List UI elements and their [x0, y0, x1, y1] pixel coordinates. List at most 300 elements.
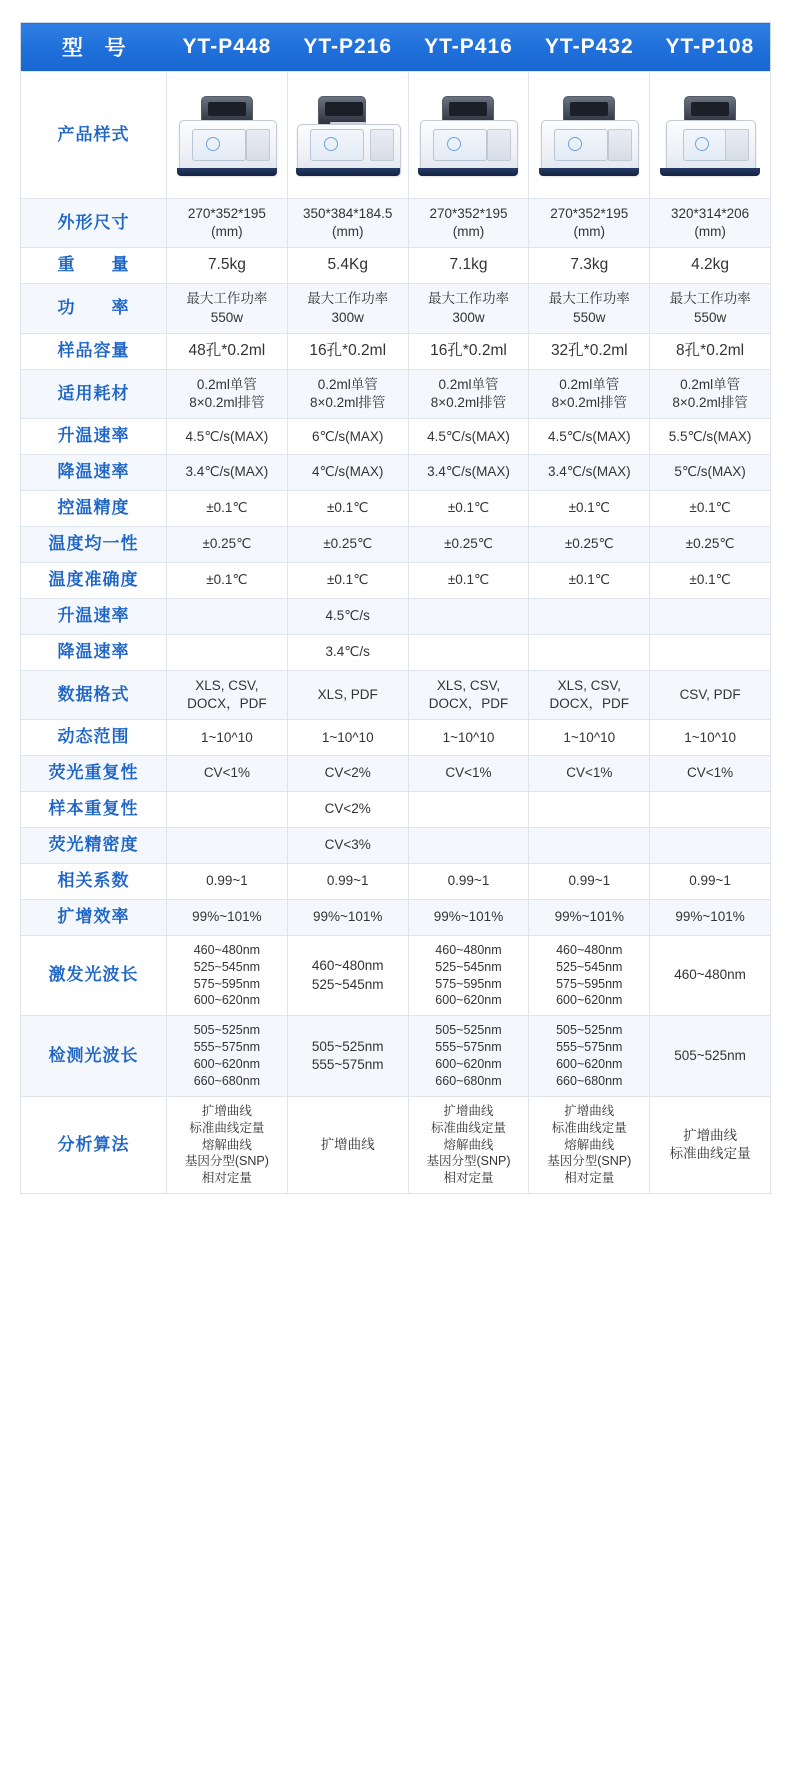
cell-lines: [532, 764, 646, 782]
cell-lines: [532, 205, 646, 241]
cell-line: XLS, CSV,: [195, 677, 259, 693]
cell-line: 460~480nm: [311, 958, 384, 974]
cell-r21-c0: [167, 1016, 288, 1097]
table-row: [21, 527, 771, 563]
row-label: 控温精度: [21, 491, 167, 527]
cell-line: 扩增曲线: [564, 1103, 615, 1118]
cell-r4-c2: [408, 333, 529, 369]
cell-lines: [532, 499, 646, 517]
cell-line: 600~620nm: [193, 993, 261, 1008]
cell-r22-c0: [167, 1096, 288, 1193]
cell-line: ±0.1℃: [568, 572, 610, 588]
cell-lines: [291, 764, 405, 782]
cell-lines: [291, 1136, 405, 1154]
cell-line: 575~595nm: [435, 976, 502, 991]
cell-r18-c4: [650, 863, 771, 899]
cell-line: 5℃/s(MAX): [674, 464, 746, 480]
cell-line: ±0.1℃: [689, 572, 731, 588]
row-label: 温度准确度: [21, 562, 167, 598]
cell-lines: [170, 764, 284, 782]
cell-lines: [653, 290, 767, 326]
cell-line: 575~595nm: [556, 976, 623, 991]
row-label: 产品样式: [21, 72, 167, 199]
cell-r3-c1: [287, 284, 408, 333]
cell-r3-c4: [650, 284, 771, 333]
cell-r9-c1: [287, 527, 408, 563]
cell-r20-c2: [408, 935, 529, 1016]
cell-lines: [170, 942, 284, 1010]
cell-line: 99%~101%: [192, 909, 262, 925]
cell-line: 350*384*184.5: [303, 206, 393, 221]
row-label: 相关系数: [21, 863, 167, 899]
table-row: [21, 935, 771, 1016]
cell-r5-c0: [167, 369, 288, 418]
row-label: 降温速率: [21, 634, 167, 670]
cell-line: 8×0.2ml排管: [430, 394, 507, 410]
cell-line: ±0.1℃: [447, 572, 490, 588]
cell-line: 0.2ml单管: [317, 376, 378, 392]
header-row: [21, 23, 771, 72]
row-label: 温度均一性: [21, 527, 167, 563]
cell-line: 460~480nm: [193, 942, 261, 957]
cell-lines: [291, 908, 405, 926]
instrument-base: [418, 168, 518, 176]
instrument-side-panel: [370, 129, 394, 161]
cell-r20-c4: [650, 935, 771, 1016]
cell-line: (mm): [573, 224, 606, 240]
cell-lines: [170, 290, 284, 326]
cell-r14-c1: [287, 720, 408, 756]
cell-r10-c4: [650, 562, 771, 598]
cell-line: 555~575nm: [435, 1040, 502, 1055]
cell-lines: [532, 376, 646, 412]
cell-r11-c0: [167, 598, 288, 634]
cell-r2-c0: [167, 248, 288, 284]
cell-line: CV<1%: [687, 765, 734, 781]
instrument-side-panel: [608, 129, 632, 161]
table-row: [21, 369, 771, 418]
cell-line: ±0.25℃: [202, 536, 252, 552]
product-image-3: [537, 94, 641, 176]
cell-lines: [532, 571, 646, 589]
row-label: 适用耗材: [21, 369, 167, 418]
cell-line: 4.2kg: [691, 256, 730, 274]
cell-r12-c3: [529, 634, 650, 670]
row-label: 荧光精密度: [21, 828, 167, 864]
table-row: [21, 792, 771, 828]
cell-r10-c1: [287, 562, 408, 598]
cell-r18-c1: [287, 863, 408, 899]
cell-lines: [412, 729, 526, 747]
cell-lines: [291, 571, 405, 589]
cell-line: 270*352*195: [187, 206, 266, 221]
cell-line: 1~10^10: [684, 729, 736, 745]
cell-line: 460~480nm: [435, 942, 502, 957]
cell-r0-c3: [529, 72, 650, 199]
cell-line: XLS, CSV,: [436, 677, 501, 693]
table-row: [21, 419, 771, 455]
cell-r8-c2: [408, 491, 529, 527]
cell-line: 600~620nm: [556, 1057, 623, 1072]
cell-r16-c4: [650, 792, 771, 828]
header-model-3: YT-P432: [529, 23, 650, 72]
instrument-base: [177, 168, 277, 176]
cell-line: 3.4℃/s: [325, 644, 370, 660]
table-row: [21, 899, 771, 935]
cell-line: 460~480nm: [674, 967, 746, 983]
cell-r19-c1: [287, 899, 408, 935]
cell-r0-c0: [167, 72, 288, 199]
cell-lines: [412, 255, 526, 276]
cell-lines: [412, 535, 526, 553]
cell-line: 550w: [573, 309, 606, 325]
cell-line: 320*314*206: [671, 206, 750, 221]
cell-line: 1~10^10: [563, 729, 616, 745]
cell-line: 熔解曲线: [443, 1137, 494, 1152]
cell-line: 4℃/s(MAX): [311, 464, 384, 480]
cell-line: ±0.1℃: [568, 500, 610, 516]
cell-lines: [170, 535, 284, 553]
cell-line: 525~545nm: [556, 959, 623, 974]
cell-r15-c1: [287, 756, 408, 792]
cell-line: 600~620nm: [193, 1057, 261, 1072]
cell-line: 660~680nm: [556, 1073, 623, 1088]
cell-line: 扩增曲线: [201, 1103, 252, 1118]
cell-line: 525~545nm: [311, 976, 384, 992]
cell-line: 最大工作功率: [307, 291, 389, 307]
cell-r1-c0: [167, 199, 288, 248]
cell-r7-c1: [287, 455, 408, 491]
cell-line: 4.5℃/s(MAX): [427, 428, 510, 444]
table-header: [21, 23, 771, 72]
cell-line: 最大工作功率: [427, 291, 509, 307]
row-label: 检测光波长: [21, 1016, 167, 1097]
cell-line: ±0.25℃: [444, 536, 493, 552]
cell-lines: [412, 1022, 526, 1090]
cell-lines: [170, 571, 284, 589]
cell-lines: [291, 1038, 405, 1074]
cell-lines: [170, 205, 284, 241]
cell-line: 0.2ml单管: [438, 376, 499, 392]
cell-line: CSV, PDF: [679, 686, 741, 702]
cell-lines: [170, 255, 284, 276]
cell-line: 99%~101%: [433, 909, 504, 925]
cell-r8-c3: [529, 491, 650, 527]
cell-line: 8×0.2ml排管: [189, 394, 265, 410]
cell-lines: [170, 1022, 284, 1090]
cell-lines: [653, 908, 767, 926]
cell-lines: [170, 908, 284, 926]
cell-lines: [291, 872, 405, 890]
cell-r11-c1: [287, 598, 408, 634]
cell-line: ±0.1℃: [206, 572, 248, 588]
cell-r13-c3: [529, 670, 650, 719]
cell-line: 1~10^10: [321, 729, 374, 745]
cell-r22-c2: [408, 1096, 529, 1193]
cell-r10-c3: [529, 562, 650, 598]
cell-r17-c0: [167, 828, 288, 864]
cell-r2-c3: [529, 248, 650, 284]
table-row: [21, 756, 771, 792]
cell-r13-c4: [650, 670, 771, 719]
cell-r5-c4: [650, 369, 771, 418]
row-label: 外形尺寸: [21, 199, 167, 248]
cell-r0-c1: [287, 72, 408, 199]
cell-r7-c0: [167, 455, 288, 491]
cell-line: 8孔*0.2ml: [676, 341, 745, 359]
cell-lines: [653, 499, 767, 517]
cell-line: 550w: [210, 309, 244, 325]
cell-r9-c3: [529, 527, 650, 563]
cell-lines: [412, 499, 526, 517]
cell-line: 0.2ml单管: [680, 376, 741, 392]
cell-lines: [170, 341, 284, 362]
instrument-dial-icon: [324, 137, 338, 151]
cell-line: 1~10^10: [201, 729, 253, 745]
cell-line: 3.4℃/s(MAX): [427, 464, 510, 480]
cell-line: 0.99~1: [689, 873, 731, 889]
cell-r4-c1: [287, 333, 408, 369]
cell-r14-c0: [167, 720, 288, 756]
table-row: [21, 491, 771, 527]
header-model-1: YT-P216: [287, 23, 408, 72]
cell-line: (mm): [331, 224, 364, 240]
cell-r16-c1: [287, 792, 408, 828]
cell-line: 600~620nm: [435, 1057, 502, 1072]
cell-r14-c4: [650, 720, 771, 756]
cell-lines: [291, 729, 405, 747]
cell-line: CV<2%: [324, 801, 371, 817]
cell-r4-c0: [167, 333, 288, 369]
cell-lines: [291, 428, 405, 446]
cell-r17-c2: [408, 828, 529, 864]
cell-lines: [653, 966, 767, 984]
cell-r7-c4: [650, 455, 771, 491]
cell-lines: [653, 341, 767, 362]
cell-line: 7.1kg: [449, 256, 488, 274]
cell-lines: [653, 376, 767, 412]
table-row: [21, 562, 771, 598]
cell-line: 4.5℃/s(MAX): [547, 428, 631, 444]
cell-lines: [653, 463, 767, 481]
cell-r20-c1: [287, 935, 408, 1016]
cell-r21-c2: [408, 1016, 529, 1097]
cell-line: ±0.1℃: [327, 572, 369, 588]
cell-lines: [291, 290, 405, 326]
cell-line: ±0.1℃: [327, 500, 369, 516]
table-row: [21, 199, 771, 248]
cell-r15-c4: [650, 756, 771, 792]
cell-r12-c1: [287, 634, 408, 670]
cell-r10-c2: [408, 562, 529, 598]
row-label: 功 率: [21, 284, 167, 333]
cell-r15-c0: [167, 756, 288, 792]
cell-line: DOCX，PDF: [428, 695, 509, 711]
cell-lines: [532, 729, 646, 747]
instrument-side-panel: [246, 129, 270, 161]
row-label: 数据格式: [21, 670, 167, 719]
cell-lines: [412, 571, 526, 589]
cell-line: ±0.25℃: [323, 536, 373, 552]
cell-r19-c3: [529, 899, 650, 935]
cell-r20-c0: [167, 935, 288, 1016]
cell-lines: [653, 255, 767, 276]
cell-r5-c1: [287, 369, 408, 418]
cell-r14-c2: [408, 720, 529, 756]
cell-line: 基因分型(SNP): [426, 1154, 511, 1169]
cell-r21-c1: [287, 1016, 408, 1097]
cell-r13-c0: [167, 670, 288, 719]
cell-r0-c4: [650, 72, 771, 199]
table-row: [21, 333, 771, 369]
cell-line: 16孔*0.2ml: [309, 341, 387, 359]
cell-r2-c2: [408, 248, 529, 284]
product-image-4: [658, 94, 762, 176]
instrument-base: [660, 168, 760, 176]
cell-r17-c1: [287, 828, 408, 864]
cell-r15-c2: [408, 756, 529, 792]
cell-lines: [653, 1047, 767, 1065]
cell-r12-c2: [408, 634, 529, 670]
cell-r8-c1: [287, 491, 408, 527]
cell-lines: [653, 535, 767, 553]
cell-lines: [170, 677, 284, 713]
cell-r3-c2: [408, 284, 529, 333]
cell-line: 99%~101%: [554, 909, 624, 925]
cell-lines: [532, 341, 646, 362]
cell-line: 300w: [331, 309, 364, 325]
cell-line: 5.5℃/s(MAX): [668, 428, 752, 444]
table-row: [21, 455, 771, 491]
cell-line: 最大工作功率: [548, 291, 630, 307]
cell-line: ±0.1℃: [689, 500, 731, 516]
cell-line: 6℃/s(MAX): [311, 428, 384, 444]
table-row: [21, 1016, 771, 1097]
cell-r16-c2: [408, 792, 529, 828]
row-label: 扩增效率: [21, 899, 167, 935]
cell-line: 标准曲线定量: [669, 1146, 751, 1161]
cell-r17-c4: [650, 828, 771, 864]
cell-lines: [532, 290, 646, 326]
cell-r18-c3: [529, 863, 650, 899]
cell-line: 基因分型(SNP): [547, 1154, 632, 1169]
cell-line: 7.3kg: [570, 256, 609, 274]
instrument-base: [539, 168, 639, 176]
cell-line: 660~680nm: [435, 1073, 502, 1088]
row-label: 荧光重复性: [21, 756, 167, 792]
cell-r9-c2: [408, 527, 529, 563]
cell-lines: [291, 836, 405, 854]
cell-r0-c2: [408, 72, 529, 199]
cell-r22-c1: [287, 1096, 408, 1193]
cell-lines: [653, 764, 767, 782]
cell-line: 标准曲线定量: [430, 1120, 506, 1135]
cell-r20-c3: [529, 935, 650, 1016]
cell-line: CV<1%: [445, 765, 492, 781]
cell-r2-c4: [650, 248, 771, 284]
row-label: 分析算法: [21, 1096, 167, 1193]
cell-r17-c3: [529, 828, 650, 864]
cell-line: ±0.25℃: [685, 536, 735, 552]
cell-line: 标准曲线定量: [551, 1120, 627, 1135]
cell-lines: [653, 205, 767, 241]
cell-line: 扩增曲线: [443, 1103, 494, 1118]
cell-r1-c2: [408, 199, 529, 248]
cell-r1-c1: [287, 199, 408, 248]
cell-lines: [291, 643, 405, 661]
cell-lines: [291, 957, 405, 993]
cell-r21-c3: [529, 1016, 650, 1097]
cell-line: 0.2ml单管: [196, 376, 257, 392]
cell-r6-c3: [529, 419, 650, 455]
product-image-0: [175, 94, 279, 176]
cell-line: DOCX，PDF: [187, 695, 267, 711]
cell-r8-c0: [167, 491, 288, 527]
cell-lines: [412, 376, 526, 412]
cell-r6-c2: [408, 419, 529, 455]
cell-line: (mm): [211, 224, 243, 240]
cell-lines: [412, 341, 526, 362]
cell-line: 660~680nm: [193, 1073, 261, 1088]
cell-lines: [412, 764, 526, 782]
cell-line: 4.5℃/s: [325, 608, 370, 624]
cell-r18-c0: [167, 863, 288, 899]
cell-line: 4.5℃/s(MAX): [185, 428, 269, 444]
instrument-dial-icon: [695, 137, 709, 151]
cell-lines: [412, 290, 526, 326]
cell-r4-c4: [650, 333, 771, 369]
cell-line: CV<3%: [324, 837, 371, 853]
cell-line: XLS, PDF: [317, 686, 378, 702]
cell-line: 32孔*0.2ml: [550, 341, 628, 359]
header-model-label: 型 号: [21, 23, 167, 72]
cell-r2-c1: [287, 248, 408, 284]
header-model-4: YT-P108: [650, 23, 771, 72]
cell-lines: [532, 1022, 646, 1090]
cell-line: 0.99~1: [326, 873, 369, 889]
row-label: 样品容量: [21, 333, 167, 369]
cell-line: 270*352*195: [550, 206, 629, 221]
cell-lines: [532, 872, 646, 890]
cell-r7-c2: [408, 455, 529, 491]
cell-lines: [653, 1127, 767, 1163]
instrument-side-panel: [487, 129, 511, 161]
cell-r10-c0: [167, 562, 288, 598]
cell-r13-c2: [408, 670, 529, 719]
cell-line: 基因分型(SNP): [184, 1154, 269, 1169]
cell-lines: [532, 255, 646, 276]
cell-line: 505~525nm: [556, 1023, 623, 1038]
row-label: 重 量: [21, 248, 167, 284]
cell-lines: [291, 376, 405, 412]
cell-line: 555~575nm: [556, 1040, 623, 1055]
cell-lines: [532, 535, 646, 553]
cell-line: 最大工作功率: [669, 291, 751, 307]
cell-r19-c2: [408, 899, 529, 935]
cell-r12-c0: [167, 634, 288, 670]
cell-r14-c3: [529, 720, 650, 756]
cell-line: CV<1%: [566, 765, 613, 781]
cell-lines: [653, 872, 767, 890]
cell-line: 505~525nm: [311, 1038, 384, 1054]
cell-line: ±0.25℃: [564, 536, 614, 552]
table-row: [21, 670, 771, 719]
cell-line: 5.4Kg: [327, 256, 368, 274]
cell-r6-c1: [287, 419, 408, 455]
cell-line: 相对定量: [201, 1171, 252, 1186]
table-row: [21, 634, 771, 670]
cell-line: 8×0.2ml排管: [309, 394, 386, 410]
